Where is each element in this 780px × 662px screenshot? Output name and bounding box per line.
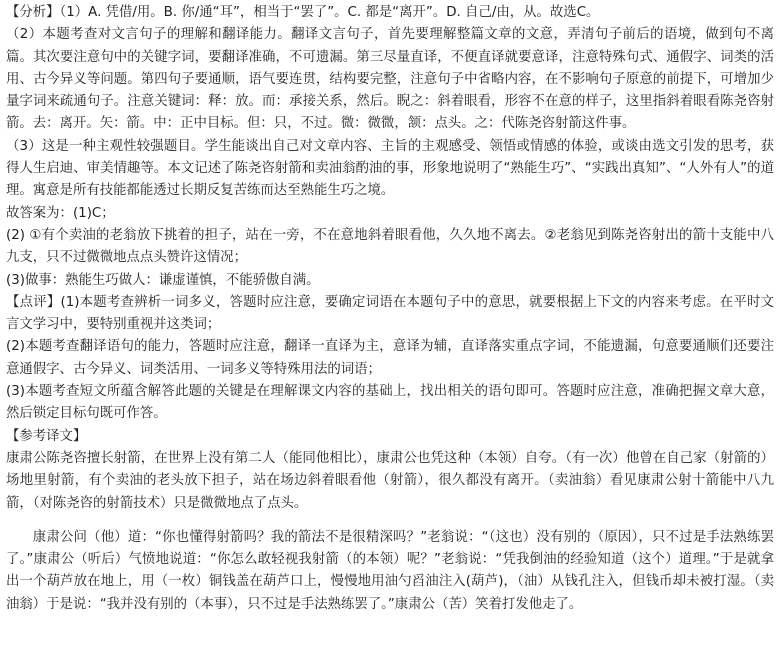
- comment-paragraph-3: (3)本题考查短文所蕴含解答此题的关键是在理解课文内容的基础上，找出相关的语句即可。答题时应注意，准确把握文章大意，然后锁定目标句既可作答。: [6, 384, 774, 422]
- translation-paragraph-1: 康肃公陈尧咨擅长射箭，在世界上没有第二人（能同他相比），康肃公也凭这种（本领）自夸。（有一次）他曾在自己家（射箭的）场地里射箭，有个卖油的老头放下担子，站在场边斜着眼看他（射箭），很久都没有离开。（卖油翁）看见康肃公射十箭能中八九箭，（对陈尧咨的射箭技术）只是微微地点了点头。: [6, 450, 774, 511]
- analysis-translation-paragraph: （2）本题考查对文言句子的理解和翻译能力。翻译文言句子，首先要理解整篇文章的文意，弄清句子前后的语境，做到句不离篇。其次要注意句中的关键字词，要翻译准确，不可遗漏。第三尽量直译，不便直译就要意译，注意特殊句式、通假字、词类的活用、古今异义等问题。第四句子要通顺，语气要连贯，结构要完整，注意句子中省略内容，在不影响句子原意的前提下，可增加少量字词来疏通句子。注意关键词：释：放。而：承接关系，然后。睨之：斜着眼看，形容不在意的样子，这里指斜着眼看陈尧咨射箭。去：离开。矢：箭。中：正中目标。但：只，不过。微：微微，颔：点头。之：代陈尧咨射箭这件事。: [6, 27, 774, 132]
- answer-line-1: 故答案为：(1)C；: [6, 205, 115, 221]
- answer-line-3: (3)做事：熟能生巧做人：谦虚谨慎，不能骄傲自满。: [6, 272, 320, 288]
- paragraph-gap: [6, 515, 774, 527]
- translation-heading: 【参考译文】: [6, 428, 87, 444]
- comment-paragraph-2: (2)本题考查翻译语句的能力，答题时应注意，翻译一直译为主，意译为辅，直译落实重点字词，不能遗漏，句意要通顺们还要注意通假字、古今异义、词类活用、一词多义等特殊用法的词语；: [6, 339, 774, 377]
- comment-paragraph-1: 【点评】(1)本题考查辨析一词多义，答题时应注意，要确定词语在本题句子中的意思，就要根据上下文的内容来考虑。在平时文言文学习中，要特别重视并这类词；: [6, 294, 774, 333]
- answer-line-2: (2) ①有个卖油的老翁放下挑着的担子，站在一旁，不在意地斜着眼看他，久久地不离去。②老翁见到陈尧咨射出的箭十支能中八九支，只不过微微地点点头赞许这情况；: [6, 227, 774, 266]
- analysis-theme-paragraph: （3）这是一种主观性较强题目。学生能谈出自己对文章内容、主旨的主观感受、领悟或情感的体验，或谈由选文引发的思考，获得人生启迪、审美情趣等。本文记述了陈尧咨射箭和卖油翁酌油的事，形象地说明了“熟能生巧”、“实践出真知”、“人外有人”的道理。寓意是所有技能都能透过长期反复苦练而达至熟能生巧之境。: [6, 138, 774, 199]
- analysis-choice-paragraph: 【分析】（1）A. 凭借/用。B. 你/通“耳”，相当于“罢了”。C. 都是“离开”。D. 自己/由，从。故选C。: [6, 5, 600, 20]
- translation-paragraph-2: 康肃公问（他）道：“你也懂得射箭吗？我的箭法不是很精深吗？”老翁说：“（这也）没有别的（原因），只不过是手法熟练罢了。”康肃公（听后）气愤地说道：“你怎么敢轻视我射箭（的本领）呢？”老翁说：“凭我倒油的经验知道（这个）道理。”于是就拿出一个葫芦放在地上，用（一枚）铜钱盖在葫芦口上，慢慢地用油勺舀油注入(葫芦)，（油）从钱孔注入，但钱币却未被打湿。（卖油翁）于是说：“我并没有别的（本事），只不过是手法熟练罢了。”康肃公（苦）笑着打发他走了。: [6, 529, 774, 612]
